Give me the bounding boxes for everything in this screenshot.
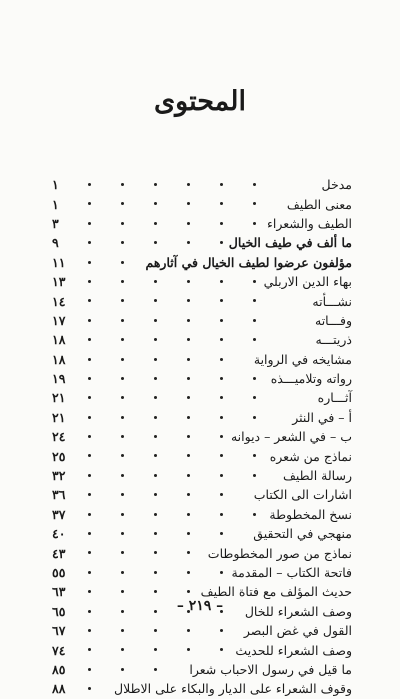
leader-dot — [187, 396, 190, 399]
leader-dot — [121, 513, 124, 516]
leader-dot — [121, 396, 124, 399]
dot-leader — [88, 466, 220, 485]
leader-dot — [253, 183, 256, 186]
leader-dot — [253, 338, 256, 341]
leader-dot — [88, 416, 91, 419]
leader-dot — [154, 454, 157, 457]
toc-entry-page: ٥٥ — [52, 565, 66, 580]
toc-entry — [52, 563, 352, 582]
dot-leader — [88, 543, 220, 562]
toc-entry — [52, 350, 352, 369]
leader-dot — [121, 280, 124, 283]
toc-entry — [52, 466, 352, 485]
leader-dot — [187, 183, 190, 186]
table-of-contents — [52, 175, 352, 699]
leader-dot — [121, 668, 124, 671]
dot-leader — [88, 563, 220, 582]
leader-dot — [220, 629, 223, 632]
leader-dot — [220, 183, 223, 186]
leader-dot — [187, 435, 190, 438]
toc-entry — [52, 543, 352, 562]
toc-entry-title: ذريتـــه — [315, 332, 352, 348]
toc-entry-title: وصف الشعراء للحديث — [235, 642, 352, 658]
leader-dot — [154, 183, 157, 186]
leader-dot — [154, 416, 157, 419]
toc-entry-title: نسخ المخطوطة — [269, 506, 352, 522]
leader-dot — [154, 202, 157, 205]
leader-dot — [88, 629, 91, 632]
leader-dot — [154, 319, 157, 322]
leader-dot — [220, 396, 223, 399]
toc-entry-title: بهاء الدين الاربلي — [263, 274, 352, 290]
leader-dot — [121, 338, 124, 341]
leader-dot — [88, 338, 91, 341]
leader-dot — [187, 493, 190, 496]
leader-dot — [154, 280, 157, 283]
leader-dot — [154, 493, 157, 496]
toc-entry — [52, 194, 352, 213]
leader-dot — [187, 358, 190, 361]
toc-entry-title: وقوف الشعراء على الديار والبكاء على الاطلال — [114, 681, 352, 697]
leader-dot — [154, 241, 157, 244]
page-title: المحتوى — [154, 86, 246, 117]
leader-dot — [220, 474, 223, 477]
toc-entry-title: نماذج من صور المخطوطات — [207, 545, 352, 561]
dot-leader — [88, 311, 220, 330]
leader-dot — [121, 493, 124, 496]
leader-dot — [187, 202, 190, 205]
leader-dot — [154, 474, 157, 477]
leader-dot — [88, 513, 91, 516]
leader-dot — [88, 299, 91, 302]
toc-entry-title: ما قيل في رسول الاحباب شعرا — [189, 661, 352, 677]
leader-dot — [253, 454, 256, 457]
leader-dot — [88, 358, 91, 361]
leader-dot — [88, 396, 91, 399]
toc-entry-title: رسالة الطيف — [282, 468, 352, 484]
toc-entry-title: حديث المؤلف مع فتاة الطيف — [200, 584, 352, 600]
dot-leader — [88, 427, 220, 446]
leader-dot — [121, 416, 124, 419]
toc-entry-title: ما ألف في طيف الخيال — [228, 235, 352, 251]
leader-dot — [121, 571, 124, 574]
toc-entry-page: ٣٢ — [52, 468, 66, 484]
leader-dot — [220, 513, 223, 516]
leader-dot — [88, 454, 91, 457]
leader-dot — [154, 358, 157, 361]
toc-entry-page: ١ — [52, 196, 59, 212]
leader-dot — [220, 532, 223, 535]
toc-entry — [52, 233, 352, 252]
leader-dot — [88, 435, 91, 438]
page-number: – ٢١٩ – — [176, 598, 224, 614]
toc-entry-page: ١ — [52, 177, 59, 193]
dot-leader — [88, 485, 220, 504]
toc-entry-page: ٢٤ — [52, 429, 66, 445]
dot-leader — [88, 175, 220, 194]
toc-entry-page: ٦٧ — [52, 623, 66, 639]
dot-leader — [88, 350, 220, 369]
leader-dot — [253, 513, 256, 516]
dot-leader — [88, 194, 220, 213]
leader-dot — [220, 299, 223, 302]
leader-dot — [154, 668, 157, 671]
toc-entry-title: نشـــأته — [312, 293, 352, 309]
leader-dot — [88, 551, 91, 554]
leader-dot — [187, 241, 190, 244]
leader-dot — [121, 474, 124, 477]
dot-leader — [88, 505, 220, 524]
leader-dot — [88, 280, 91, 283]
leader-dot — [121, 532, 124, 535]
leader-dot — [88, 474, 91, 477]
toc-entry-title: معنى الطيف — [286, 196, 352, 212]
leader-dot — [187, 648, 190, 651]
leader-dot — [187, 416, 190, 419]
leader-dot — [154, 629, 157, 632]
leader-dot — [121, 435, 124, 438]
toc-entry-page: ٢١ — [52, 409, 66, 425]
dot-leader — [88, 446, 220, 465]
leader-dot — [187, 571, 190, 574]
dot-leader — [88, 291, 220, 310]
leader-dot — [253, 280, 256, 283]
toc-entry — [52, 621, 352, 640]
toc-entry — [52, 253, 352, 272]
leader-dot — [220, 416, 223, 419]
leader-dot — [88, 532, 91, 535]
leader-dot — [253, 416, 256, 419]
toc-entry-page: ٢١ — [52, 390, 66, 406]
toc-entry-page: ٤٠ — [52, 526, 66, 542]
toc-entry-page: ١٨ — [52, 332, 66, 348]
toc-entry-title: اشارات الى الكتاب — [253, 487, 352, 503]
leader-dot — [253, 222, 256, 225]
toc-entry-page: ٣٧ — [52, 506, 66, 522]
leader-dot — [187, 454, 190, 457]
leader-dot — [187, 513, 190, 516]
leader-dot — [154, 377, 157, 380]
dot-leader — [88, 214, 220, 233]
leader-dot — [154, 338, 157, 341]
toc-entry-page: ١٩ — [52, 371, 66, 387]
leader-dot — [187, 222, 190, 225]
dot-leader — [88, 640, 220, 659]
leader-dot — [154, 551, 157, 554]
toc-entry — [52, 640, 352, 659]
dot-leader — [88, 272, 220, 291]
leader-dot — [154, 222, 157, 225]
toc-entry — [52, 505, 352, 524]
leader-dot — [88, 668, 91, 671]
leader-dot — [88, 571, 91, 574]
leader-dot — [121, 319, 124, 322]
toc-entry-page: ١٤ — [52, 293, 66, 309]
toc-entry-title: منهجي في التحقيق — [253, 526, 352, 542]
leader-dot — [220, 454, 223, 457]
leader-dot — [121, 299, 124, 302]
leader-dot — [121, 648, 124, 651]
toc-entry — [52, 291, 352, 310]
leader-dot — [220, 222, 223, 225]
toc-entry — [52, 524, 352, 543]
leader-dot — [187, 532, 190, 535]
leader-dot — [154, 299, 157, 302]
leader-dot — [154, 532, 157, 535]
leader-dot — [88, 319, 91, 322]
leader-dot — [88, 648, 91, 651]
leader-dot — [88, 590, 91, 593]
dot-leader — [88, 524, 220, 543]
leader-dot — [154, 571, 157, 574]
toc-entry — [52, 175, 352, 194]
leader-dot — [220, 571, 223, 574]
toc-entry-title: الطيف والشعراء — [267, 215, 352, 231]
leader-dot — [154, 396, 157, 399]
leader-dot — [154, 435, 157, 438]
leader-dot — [121, 222, 124, 225]
leader-dot — [154, 513, 157, 516]
leader-dot — [121, 202, 124, 205]
toc-entry-page: ١٨ — [52, 351, 66, 367]
leader-dot — [88, 183, 91, 186]
toc-entry-title: مدخل — [321, 177, 352, 193]
toc-entry-title: القول في غض البصر — [243, 623, 352, 639]
toc-entry-title: أ – في النثر — [292, 409, 352, 425]
leader-dot — [121, 629, 124, 632]
dot-leader — [88, 408, 220, 427]
toc-entry-page: ٦٣ — [52, 584, 66, 600]
leader-dot — [88, 493, 91, 496]
leader-dot — [253, 299, 256, 302]
toc-entry — [52, 272, 352, 291]
leader-dot — [187, 551, 190, 554]
toc-entry-page: ١٧ — [52, 312, 66, 328]
toc-entry-page: ٩ — [52, 235, 59, 251]
leader-dot — [154, 590, 157, 593]
toc-entry — [52, 485, 352, 504]
toc-entry — [52, 408, 352, 427]
toc-entry — [52, 427, 352, 446]
toc-entry-page: ١١ — [52, 254, 66, 270]
toc-entry — [52, 369, 352, 388]
leader-dot — [121, 377, 124, 380]
toc-entry-page: ٣ — [52, 215, 59, 231]
toc-entry — [52, 214, 352, 233]
toc-entry-title: مؤلفون عرضوا لطيف الخيال في آثارهم — [145, 254, 352, 270]
leader-dot — [154, 648, 157, 651]
toc-entry-page: ٢٥ — [52, 448, 66, 464]
toc-entry-title: فاتحة الكتاب – المقدمة — [231, 565, 352, 580]
leader-dot — [187, 338, 190, 341]
dot-leader — [88, 233, 220, 252]
leader-dot — [187, 280, 190, 283]
leader-dot — [88, 687, 91, 690]
leader-dot — [187, 319, 190, 322]
leader-dot — [88, 261, 91, 264]
leader-dot — [187, 377, 190, 380]
leader-dot — [220, 319, 223, 322]
toc-entry-page: ٣٦ — [52, 487, 66, 503]
leader-dot — [220, 377, 223, 380]
leader-dot — [121, 261, 124, 264]
toc-entry-page: ٨٨ — [52, 681, 66, 697]
toc-entry-title: وصف الشعراء للخال — [244, 603, 352, 619]
toc-entry — [52, 330, 352, 349]
leader-dot — [121, 551, 124, 554]
leader-dot — [187, 299, 190, 302]
dot-leader — [88, 621, 220, 640]
toc-entry — [52, 679, 352, 698]
leader-dot — [253, 474, 256, 477]
leader-dot — [121, 241, 124, 244]
leader-dot — [220, 648, 223, 651]
leader-dot — [253, 396, 256, 399]
toc-entry-title: نماذج من شعره — [269, 448, 352, 464]
leader-dot — [187, 629, 190, 632]
toc-entry-page: ٤٣ — [52, 545, 66, 561]
leader-dot — [187, 590, 190, 593]
leader-dot — [253, 202, 256, 205]
leader-dot — [220, 435, 223, 438]
leader-dot — [88, 222, 91, 225]
leader-dot — [253, 377, 256, 380]
leader-dot — [88, 202, 91, 205]
toc-entry — [52, 311, 352, 330]
leader-dot — [121, 590, 124, 593]
leader-dot — [88, 377, 91, 380]
leader-dot — [121, 358, 124, 361]
toc-entry-title: رواته وتلاميـــذه — [270, 371, 352, 387]
toc-entry-page: ٨٥ — [52, 661, 66, 677]
toc-entry-title: وفـــاته — [315, 312, 352, 328]
toc-entry-page: ١٣ — [52, 274, 66, 290]
dot-leader — [88, 388, 220, 407]
leader-dot — [220, 241, 223, 244]
leader-dot — [220, 202, 223, 205]
toc-entry-page: ٧٤ — [52, 642, 66, 658]
leader-dot — [220, 493, 223, 496]
leader-dot — [253, 319, 256, 322]
leader-dot — [220, 280, 223, 283]
toc-entry-title: ب – في الشعر – ديوانه — [230, 429, 352, 445]
toc-entry — [52, 388, 352, 407]
toc-entry-title: مشايخه في الرواية — [253, 351, 352, 367]
dot-leader — [88, 369, 220, 388]
leader-dot — [187, 474, 190, 477]
toc-entry-title: آثـــاره — [317, 390, 352, 406]
leader-dot — [88, 241, 91, 244]
toc-entry — [52, 660, 352, 679]
leader-dot — [121, 183, 124, 186]
leader-dot — [220, 338, 223, 341]
dot-leader — [88, 330, 220, 349]
toc-entry-page: ٦٥ — [52, 603, 66, 619]
leader-dot — [220, 358, 223, 361]
toc-entry — [52, 446, 352, 465]
leader-dot — [121, 454, 124, 457]
